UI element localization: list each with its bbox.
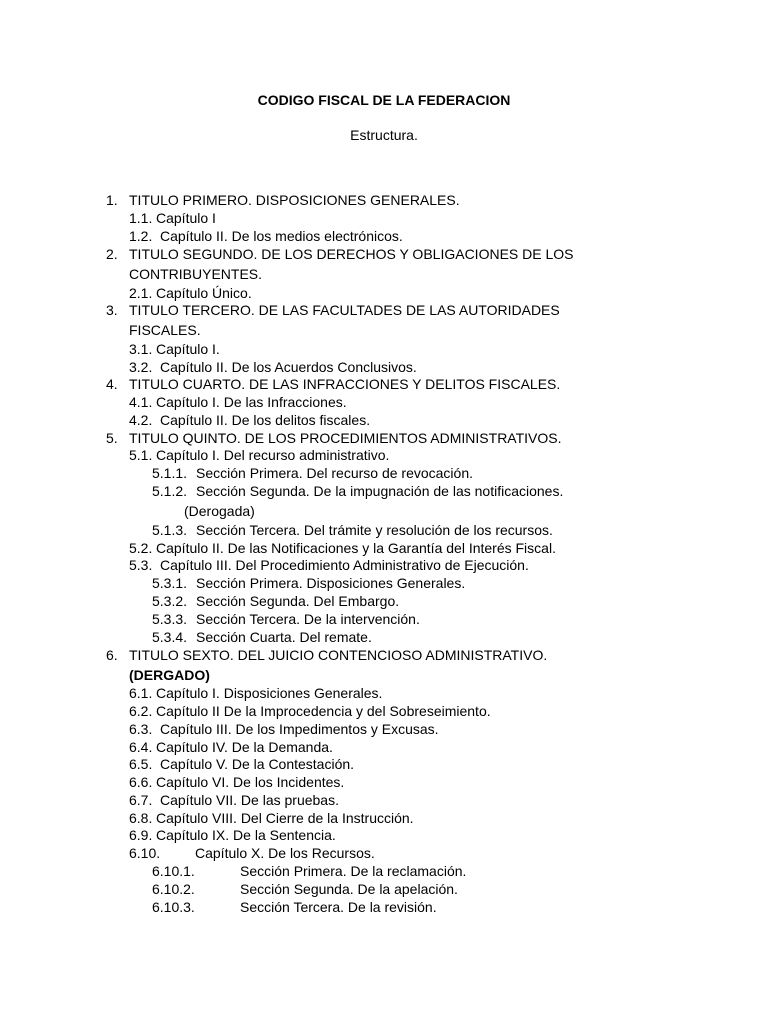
list-item-number: 1. [106, 192, 118, 208]
list-item-number: 4.1. [129, 394, 153, 410]
list-item-text: Sección Primera. Disposiciones Generales. [196, 575, 466, 591]
list-item-text: Capítulo I. Del recurso administrativo. [156, 447, 390, 463]
list-item-text: Sección Segunda. De la apelación. [240, 881, 458, 897]
list-item-number: 6.10.2. [152, 881, 195, 897]
list-item-text: Capítulo I. [156, 341, 220, 357]
list-item-number: 5.2. [129, 540, 153, 556]
list-item-text: Capítulo Único. [156, 285, 252, 301]
list-item-number: 1.1. [129, 210, 153, 226]
list-item-text: CONTRIBUYENTES. [129, 266, 263, 282]
list-item-number: 6.2. [129, 703, 153, 719]
list-item-text: Capítulo I. De las Infracciones. [156, 394, 347, 410]
list-item-number: 5.3.2. [152, 593, 188, 609]
list-item-number: 3. [106, 302, 118, 318]
list-item-text: TITULO CUARTO. DE LAS INFRACCIONES Y DELITOS FISCALES. [129, 376, 561, 392]
list-item-number: 5.1.3. [152, 522, 188, 538]
list-item-number: 6.7. [129, 792, 153, 808]
list-item-number: 6.10. [129, 845, 161, 861]
list-item-number: 6.6. [129, 774, 153, 790]
list-item-text: Sección Tercera. De la revisión. [240, 899, 437, 915]
list-item-number: 4.2. [129, 412, 153, 428]
list-item-number: 6.5. [129, 756, 153, 772]
list-item-text: Capítulo III. De los Impedimentos y Excusas. [160, 721, 439, 737]
list-item-number: 3.1. [129, 341, 153, 357]
list-item-text: Capítulo II De la Improcedencia y del Sobreseimiento. [156, 703, 491, 719]
list-item-text: Capítulo II. De los medios electrónicos. [160, 228, 403, 244]
document-subtitle: Estructura. [350, 127, 418, 143]
list-item-text: Capítulo III. Del Procedimiento Administrativo de Ejecución. [160, 557, 529, 573]
list-item-text: TITULO SEXTO. DEL JUICIO CONTENCIOSO ADMINISTRATIVO. [129, 647, 548, 663]
list-item-number: 6.1. [129, 685, 153, 701]
list-item-text: Capítulo II. De los delitos fiscales. [160, 412, 371, 428]
list-item-text: (Derogada) [184, 503, 255, 519]
list-item-number: 1.2. [129, 228, 153, 244]
list-item-number: 5.1.2. [152, 483, 188, 499]
list-item-text: Sección Primera. Del recurso de revocación. [196, 465, 474, 481]
list-item-number: 5.3. [129, 557, 153, 573]
list-item-number: 6.8. [129, 810, 153, 826]
list-item-text: Sección Primera. De la reclamación. [240, 863, 467, 879]
list-item-text: Capítulo X. De los Recursos. [195, 845, 375, 861]
list-item-text: Capítulo VIII. Del Cierre de la Instrucción. [156, 810, 414, 826]
list-item-text: TITULO SEGUNDO. DE LOS DERECHOS Y OBLIGACIONES DE LOS [129, 246, 574, 262]
list-item-number: 5. [106, 430, 118, 446]
list-item-text: Sección Cuarta. Del remate. [196, 629, 372, 645]
list-item-number: 5.3.3. [152, 611, 188, 627]
list-item-text: Capítulo I. Disposiciones Generales. [156, 685, 383, 701]
list-item-text: (DERGADO) [129, 667, 210, 683]
list-item-number: 6.10.3. [152, 899, 195, 915]
list-item-text: Capítulo VII. De las pruebas. [160, 792, 339, 808]
list-item-text: TITULO QUINTO. DE LOS PROCEDIMIENTOS ADMINISTRATIVOS. [129, 430, 562, 446]
list-item-number: 6. [106, 647, 118, 663]
document-title: CODIGO FISCAL DE LA FEDERACION [257, 92, 511, 108]
list-item-text: Capítulo V. De la Contestación. [160, 756, 355, 772]
list-item-number: 5.1.1. [152, 465, 188, 481]
list-item-text: Capítulo IX. De la Sentencia. [156, 827, 336, 843]
list-item-number: 2.1. [129, 285, 153, 301]
list-item-text: Capítulo IV. De la Demanda. [156, 739, 333, 755]
list-item-text: TITULO PRIMERO. DISPOSICIONES GENERALES. [129, 192, 460, 208]
list-item-number: 6.10.1. [152, 863, 195, 879]
list-item-text: Capítulo II. De los Acuerdos Conclusivos. [160, 359, 417, 375]
list-item-number: 2. [106, 246, 118, 262]
list-item-number: 6.3. [129, 721, 153, 737]
list-item-number: 6.4. [129, 739, 153, 755]
list-item-text: Capítulo I [156, 210, 216, 226]
list-item-text: Sección Tercera. Del trámite y resolución de los recursos. [196, 522, 553, 538]
list-item-text: TITULO TERCERO. DE LAS FACULTADES DE LAS AUTORIDADES [129, 302, 560, 318]
list-item-number: 3.2. [129, 359, 153, 375]
list-item-number: 4. [106, 376, 118, 392]
list-item-text: Sección Segunda. De la impugnación de las notificaciones. [196, 483, 564, 499]
list-item-text: Sección Segunda. Del Embargo. [196, 593, 400, 609]
list-item-number: 5.1. [129, 447, 153, 463]
list-item-text: Sección Tercera. De la intervención. [196, 611, 420, 627]
list-item-text: Capítulo VI. De los Incidentes. [156, 774, 345, 790]
list-item-text: Capítulo II. De las Notificaciones y la Garantía del Interés Fiscal. [156, 540, 556, 556]
list-item-number: 5.3.1. [152, 575, 188, 591]
list-item-number: 5.3.4. [152, 629, 188, 645]
list-item-number: 6.9. [129, 827, 153, 843]
list-item-text: FISCALES. [129, 322, 201, 338]
